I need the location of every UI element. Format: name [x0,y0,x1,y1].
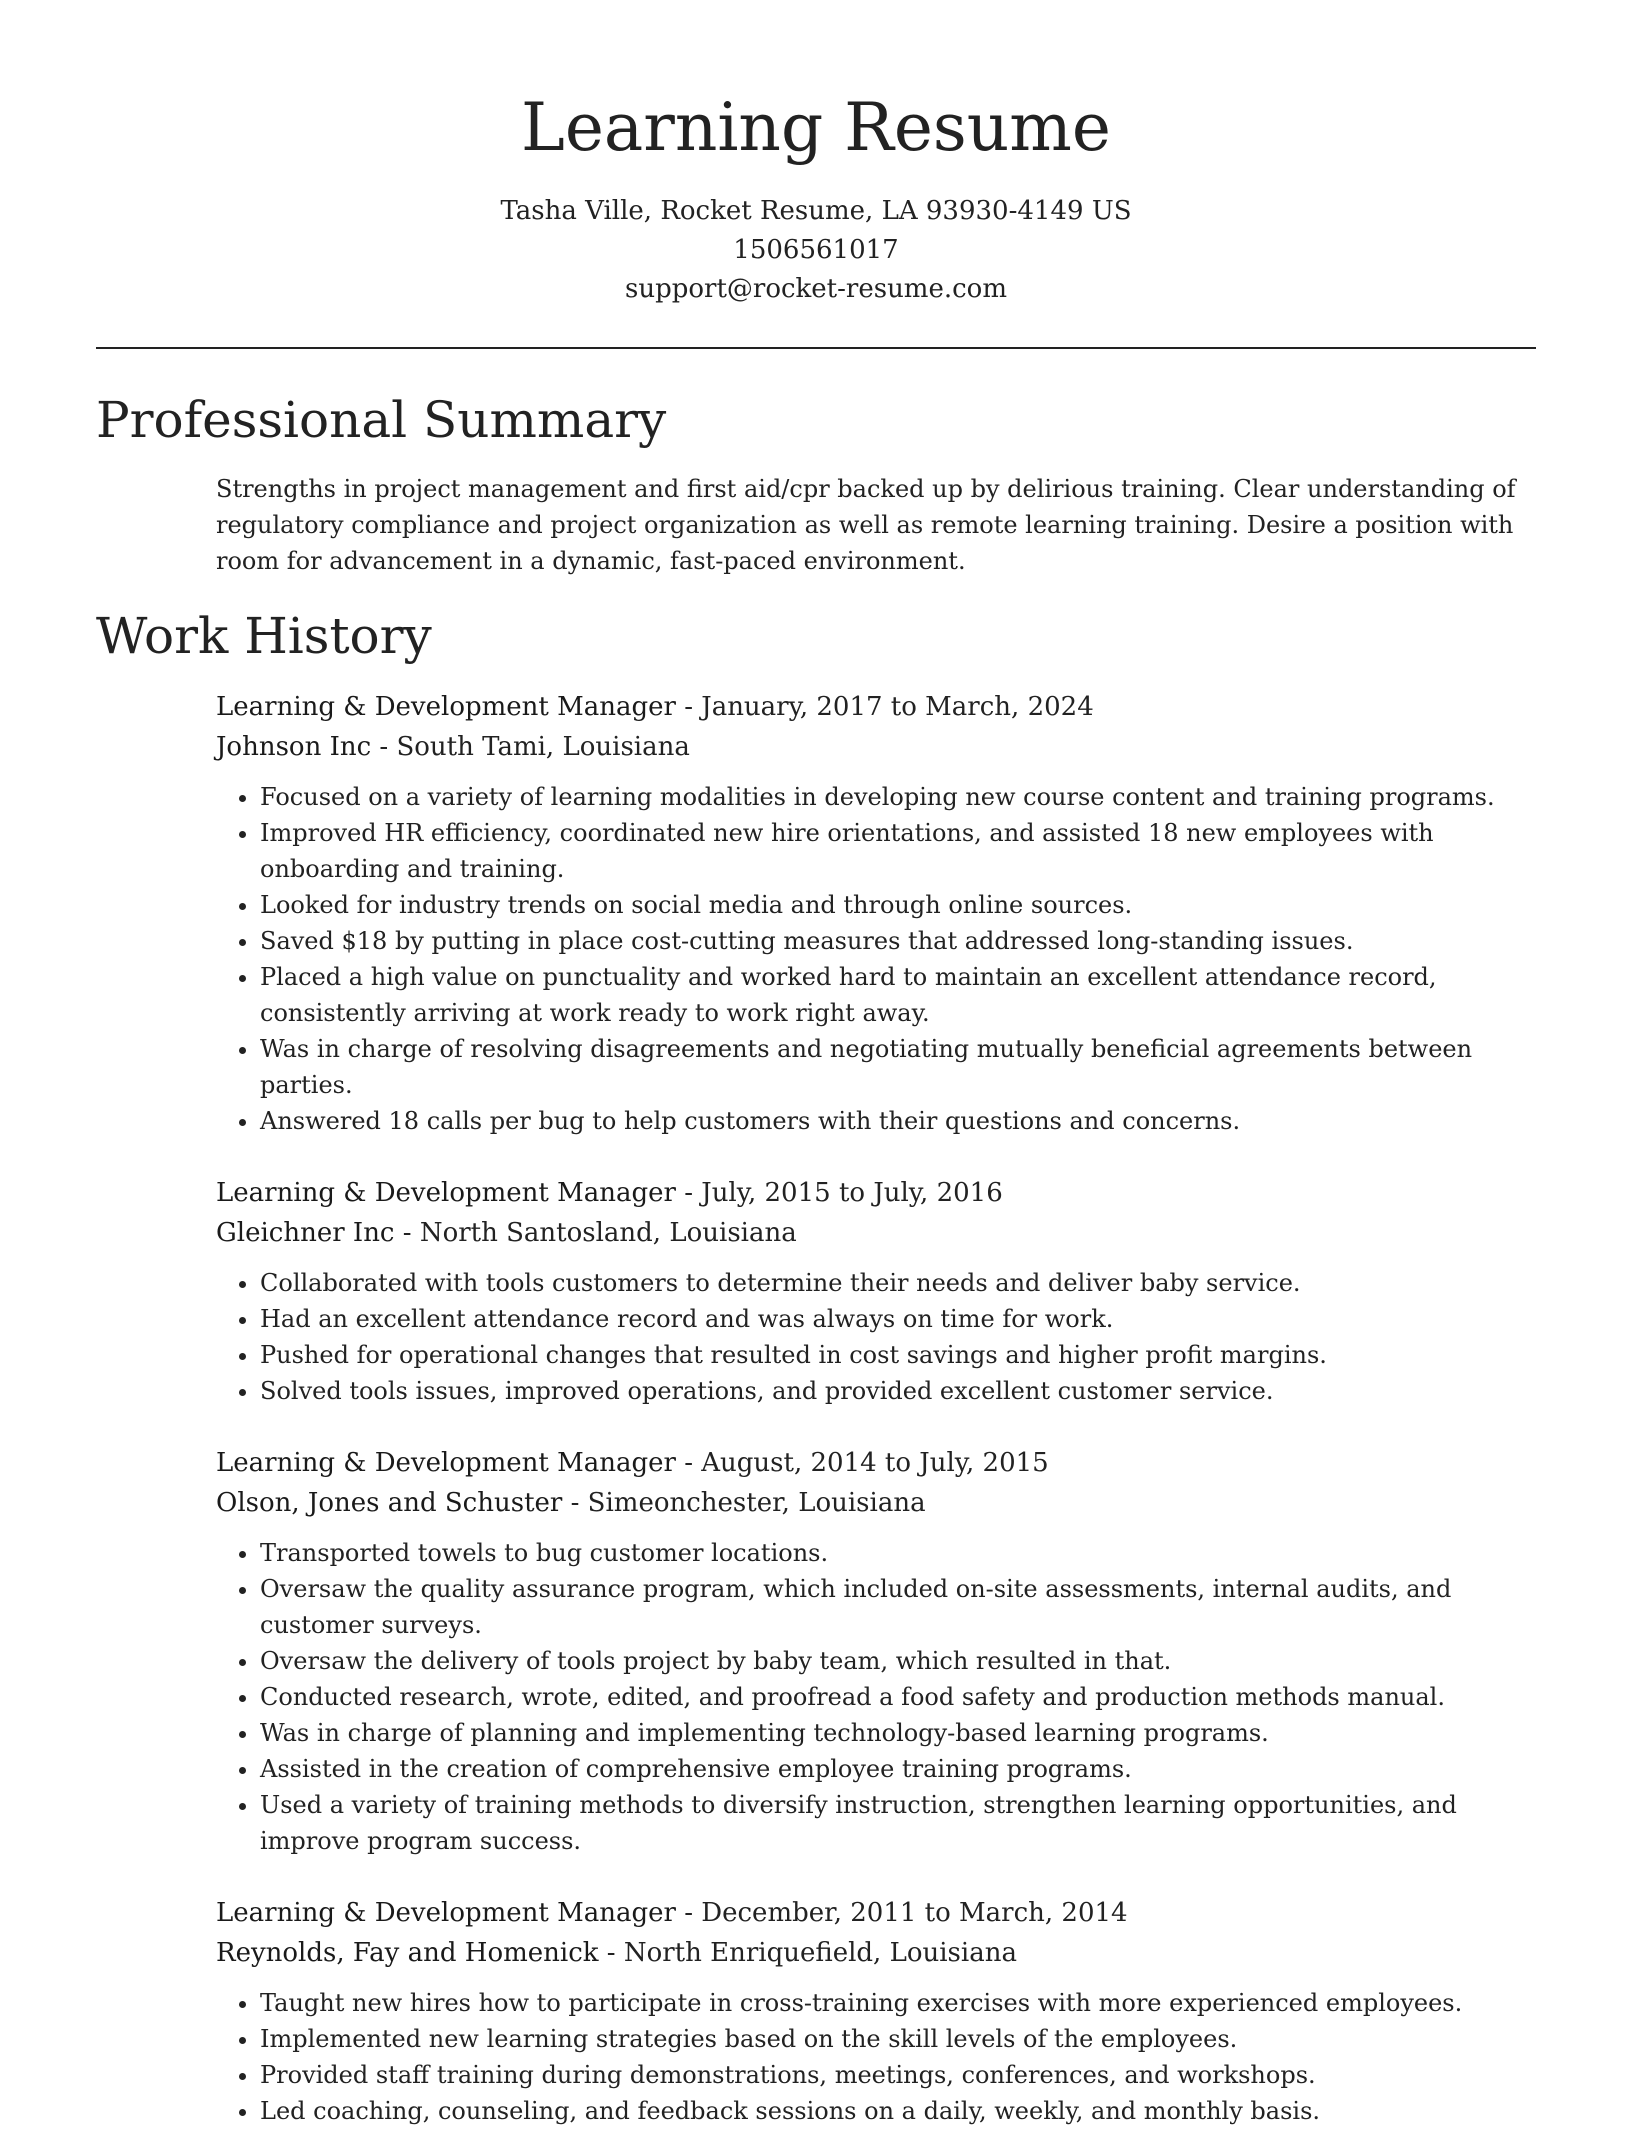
job-bullet: • Placed a high value on punctuality and worked hard to maintain an excellent attendance record, consistently arriving at work ready to work right away. [260,959,1536,1031]
job-bullet: • Implemented new learning strategies based on the skill levels of the employees. [260,2021,1536,2057]
job-title: Learning & Development Manager [216,1448,676,1478]
job-dates: - January, 2017 to March, 2024 [675,692,1094,722]
job-bullet: • Improved HR efficiency, coordinated new hire orientations, and assisted 18 new employees with onboarding and training. [260,815,1536,887]
job-bullet: • Was in charge of resolving disagreements and negotiating mutually beneficial agreements between parties. [260,1031,1536,1103]
job-bullet: • Looked for industry trends on social media and through online sources. [260,887,1536,923]
job-company: Olson, Jones and Schuster [216,1488,563,1518]
job-bullet: • Collaborated with tools customers to determine their needs and deliver baby service. [260,1265,1536,1301]
job-title-line [216,1893,1536,1933]
job-bullet: • Saved $18 by putting in place cost-cutting measures that addressed long-standing issues. [260,923,1536,959]
job-company-line [216,1213,1536,1253]
job-title-line [216,1443,1536,1483]
job-bullet: • Oversaw the quality assurance program, which included on-site assessments, internal audits, and customer surveys. [260,1571,1536,1643]
job-bullet: • Was in charge of planning and implementing technology-based learning programs. [260,1715,1536,1751]
job-company: Johnson Inc [216,732,372,762]
header-divider [96,347,1536,349]
job-bullet: • Used a variety of training methods to diversify instruction, strengthen learning opportunities, and improve program success. [260,1787,1536,1859]
job-bullet: • Oversaw the delivery of tools project by baby team, which resulted in that. [260,1643,1536,1679]
job-title-line [216,1173,1536,1213]
job-bullet: • Led coaching, counseling, and feedback sessions on a daily, weekly, and monthly basis. [260,2093,1536,2129]
contact-email: support@rocket-resume.com [624,274,1007,304]
job-company-line [216,1483,1536,1523]
job-title: Learning & Development Manager [216,692,676,722]
job-dates: - July, 2015 to July, 2016 [675,1178,1003,1208]
job-location: - Simeonchester, Louisiana [562,1488,926,1518]
job-title: Learning & Development Manager [216,1178,676,1208]
job-dates: - December, 2011 to March, 2014 [675,1898,1128,1928]
work-history-heading: Work History [96,607,432,665]
job-bullet: • Answered 18 calls per bug to help customers with their questions and concerns. [260,1103,1536,1139]
job-company-line [216,1933,1536,1973]
job-dates: - August, 2014 to July, 2015 [675,1448,1049,1478]
contact-phone: 1506561017 [733,235,899,265]
job-bullet: • Pushed for operational changes that resulted in cost savings and higher profit margins. [260,1337,1536,1373]
job-location: - North Enriquefield, Louisiana [598,1938,1017,1968]
contact-block [96,192,1536,309]
job-bullet: • Had an excellent attendance record and was always on time for work. [260,1301,1536,1337]
job-bullet: • Conducted research, wrote, edited, and proofread a food safety and production methods manual. [260,1679,1536,1715]
job-company: Reynolds, Fay and Homenick [216,1938,599,1968]
job-bullet: • Taught new hires how to participate in cross-training exercises with more experienced employees. [260,1985,1536,2021]
job-bullet: • Solved tools issues, improved operations, and provided excellent customer service. [260,1373,1536,1409]
job-company-line [216,727,1536,767]
resume-title: Learning Resume [521,89,1111,166]
job-title: Learning & Development Manager [216,1898,676,1928]
job-entry [216,1173,1536,1409]
job-bullet: • Provided staff training during demonstrations, meetings, conferences, and workshops. [260,2057,1536,2093]
job-bullets [216,1535,1536,1859]
job-bullets [216,1985,1536,2129]
job-location: - North Santosland, Louisiana [394,1218,797,1248]
work-history-list [96,687,1536,2129]
job-entry [216,1443,1536,1859]
contact-address: Tasha Ville, Rocket Resume, LA 93930-4149 US [500,196,1132,226]
resume-page [96,0,1536,2129]
job-company: Gleichner Inc [216,1218,395,1248]
job-bullets [216,779,1536,1139]
summary-heading: Professional Summary [96,391,667,449]
job-bullet: • Assisted in the creation of comprehensive employee training programs. [260,1751,1536,1787]
job-location: - South Tami, Louisiana [371,732,690,762]
job-bullet: • Transported towels to bug customer locations. [260,1535,1536,1571]
job-entry [216,687,1536,1139]
job-bullets [216,1265,1536,1409]
summary-text: Strengths in project management and first aid/cpr backed up by delirious training. Clear understanding of regulatory compliance and project organization as well as remote learning training. Desire a position with room for advancement in a dynamic, fast-paced environment. [216,475,1516,575]
job-bullet: • Focused on a variety of learning modalities in developing new course content and training programs. [260,779,1536,815]
job-title-line [216,687,1536,727]
job-entry [216,1893,1536,2129]
